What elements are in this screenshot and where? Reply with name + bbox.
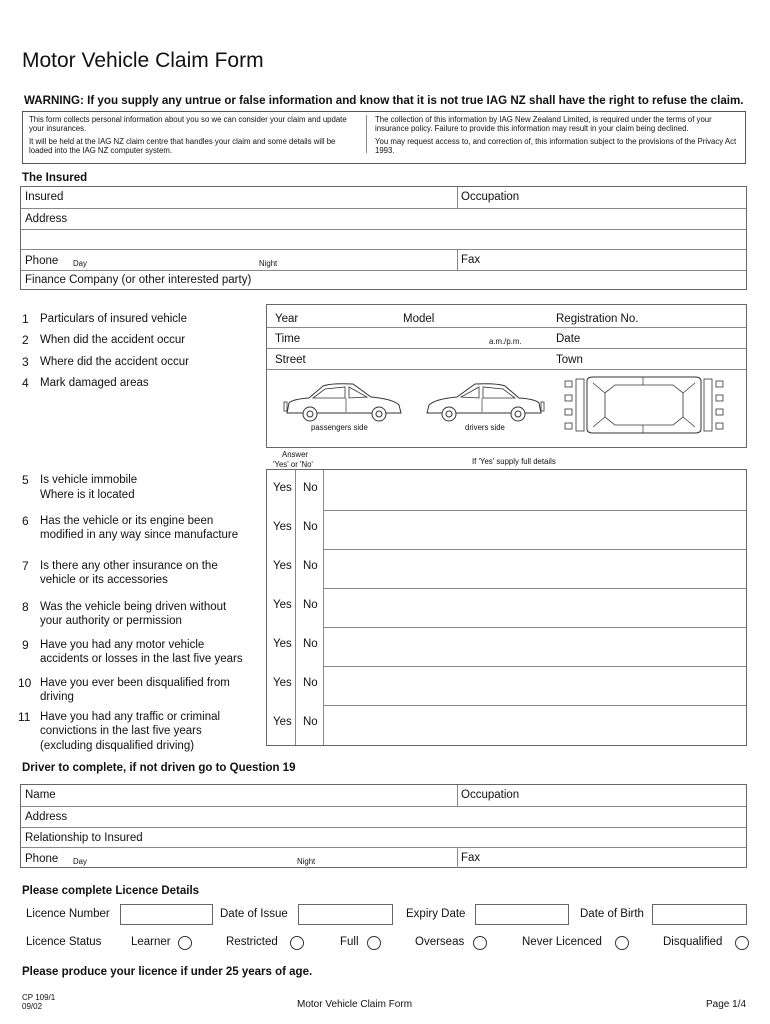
q9-yes[interactable]: Yes bbox=[273, 638, 292, 650]
q3-number: 3 bbox=[22, 355, 29, 369]
q5-line1: Is vehicle immobile bbox=[40, 474, 138, 486]
never-licenced-label: Never Licenced bbox=[522, 936, 602, 948]
q7-line2: vehicle or its accessories bbox=[40, 574, 168, 586]
form-date: 09/02 bbox=[22, 1002, 43, 1011]
disqualified-radio[interactable] bbox=[735, 936, 749, 950]
q8-line1: Was the vehicle being driven without bbox=[40, 601, 227, 613]
date-of-issue-label: Date of Issue bbox=[220, 908, 288, 920]
q6-yes[interactable]: Yes bbox=[273, 521, 292, 533]
time-label[interactable]: Time bbox=[275, 333, 301, 345]
model-label[interactable]: Model bbox=[403, 313, 435, 325]
q6-no[interactable]: No bbox=[303, 521, 318, 533]
q10-no[interactable]: No bbox=[303, 677, 318, 689]
q10-yes[interactable]: Yes bbox=[273, 677, 292, 689]
q1-number: 1 bbox=[22, 312, 29, 326]
full-radio[interactable] bbox=[367, 936, 381, 950]
insured-label[interactable]: Insured bbox=[25, 191, 64, 203]
q11-yes[interactable]: Yes bbox=[273, 716, 292, 728]
address-label[interactable]: Address bbox=[25, 213, 68, 225]
q1-text: Particulars of insured vehicle bbox=[40, 313, 188, 325]
date-label[interactable]: Date bbox=[556, 333, 581, 345]
licence-heading: Please complete Licence Details bbox=[22, 885, 200, 897]
privacy-right-2: You may request access to, and correction of, this information subject to the provisions of the Privacy Act 1993. bbox=[375, 137, 737, 155]
car-driver-side-icon[interactable] bbox=[423, 381, 545, 427]
q7-no[interactable]: No bbox=[303, 560, 318, 572]
q4-text: Mark damaged areas bbox=[40, 377, 149, 389]
driver-day-label: Day bbox=[73, 857, 87, 866]
disqualified-label: Disqualified bbox=[663, 936, 723, 948]
date-of-issue-input[interactable] bbox=[298, 904, 393, 925]
driver-heading: Driver to complete, if not driven go to Question 19 bbox=[22, 762, 296, 774]
q8-yes[interactable]: Yes bbox=[273, 599, 292, 611]
q11-line2: convictions in the last five years bbox=[40, 725, 202, 737]
q6-number: 6 bbox=[22, 514, 29, 528]
vehicle-particulars-box bbox=[266, 304, 747, 448]
q7-number: 7 bbox=[22, 559, 29, 573]
overseas-label: Overseas bbox=[415, 936, 465, 948]
page-title: Motor Vehicle Claim Form bbox=[22, 49, 264, 72]
passengers-side-label: passengers side bbox=[311, 423, 368, 432]
q7-line1: Is there any other insurance on the bbox=[40, 560, 218, 572]
form-code: CP 109/1 bbox=[22, 993, 56, 1002]
fax-label[interactable]: Fax bbox=[461, 254, 481, 266]
learner-radio[interactable] bbox=[178, 936, 192, 950]
phone-night-label: Night bbox=[259, 259, 278, 268]
privacy-left-2: It will be held at the IAG NZ claim centre that handles your claim and some details will be loaded into the IAG NZ computer system. bbox=[29, 137, 336, 155]
phone-day-label: Day bbox=[73, 259, 87, 268]
date-of-birth-label: Date of Birth bbox=[580, 908, 644, 920]
q8-number: 8 bbox=[22, 600, 29, 614]
drivers-side-label: drivers side bbox=[465, 423, 505, 432]
q6-line1: Has the vehicle or its engine been bbox=[40, 515, 214, 527]
q5-yes[interactable]: Yes bbox=[273, 482, 292, 494]
q11-number: 11 bbox=[18, 710, 31, 724]
driver-address-label[interactable]: Address bbox=[25, 811, 68, 823]
footer-title: Motor Vehicle Claim Form bbox=[297, 999, 413, 1010]
privacy-notice bbox=[22, 111, 746, 164]
licence-number-input[interactable] bbox=[120, 904, 213, 925]
q10-number: 10 bbox=[18, 676, 32, 690]
q9-no[interactable]: No bbox=[303, 638, 318, 650]
q9-line2: accidents or losses in the last five years bbox=[40, 653, 243, 665]
expiry-date-input[interactable] bbox=[475, 904, 569, 925]
q8-no[interactable]: No bbox=[303, 599, 318, 611]
q5-line2: Where is it located bbox=[40, 489, 135, 501]
details-header: If 'Yes' supply full details bbox=[472, 457, 556, 466]
car-passenger-side-icon[interactable] bbox=[283, 381, 405, 427]
year-label[interactable]: Year bbox=[275, 313, 299, 325]
q7-yes[interactable]: Yes bbox=[273, 560, 292, 572]
date-of-birth-input[interactable] bbox=[652, 904, 747, 925]
occupation-label[interactable]: Occupation bbox=[461, 191, 520, 203]
answers-table bbox=[266, 469, 747, 746]
town-label[interactable]: Town bbox=[556, 354, 583, 366]
q6-line2: modified in any way since manufacture bbox=[40, 529, 239, 541]
licence-status-label: Licence Status bbox=[26, 936, 102, 948]
driver-name-label[interactable]: Name bbox=[25, 789, 56, 801]
licence-note: Please produce your licence if under 25 years of age. bbox=[22, 966, 313, 978]
q9-number: 9 bbox=[22, 638, 29, 652]
street-label[interactable]: Street bbox=[275, 354, 306, 366]
q5-no[interactable]: No bbox=[303, 482, 318, 494]
q11-line3: (excluding disqualified driving) bbox=[40, 740, 195, 752]
overseas-radio[interactable] bbox=[473, 936, 487, 950]
driver-relationship-label[interactable]: Relationship to Insured bbox=[25, 832, 143, 844]
q10-line2: driving bbox=[40, 691, 74, 703]
q2-text: When did the accident occur bbox=[40, 334, 186, 346]
expiry-date-label: Expiry Date bbox=[406, 908, 466, 920]
restricted-radio[interactable] bbox=[290, 936, 304, 950]
q11-no[interactable]: No bbox=[303, 716, 318, 728]
driver-phone-label[interactable]: Phone bbox=[25, 853, 59, 865]
q5-number: 5 bbox=[22, 473, 29, 487]
learner-label: Learner bbox=[131, 936, 171, 948]
phone-label[interactable]: Phone bbox=[25, 255, 59, 267]
insured-section bbox=[20, 186, 747, 290]
page-number: Page 1/4 bbox=[706, 999, 747, 1010]
driver-fax-label[interactable]: Fax bbox=[461, 852, 481, 864]
insured-heading: The Insured bbox=[22, 172, 88, 184]
ampm-label: a.m./p.m. bbox=[489, 337, 522, 346]
warning-text: WARNING: If you supply any untrue or false information and know that it is not true IAG NZ shall have the right to refuse the claim. bbox=[24, 94, 744, 107]
q11-line1: Have you had any traffic or criminal bbox=[40, 711, 221, 723]
driver-section bbox=[20, 784, 747, 868]
driver-occupation-label[interactable]: Occupation bbox=[461, 789, 520, 801]
never-licenced-radio[interactable] bbox=[615, 936, 629, 950]
q9-line1: Have you had any motor vehicle bbox=[40, 639, 205, 651]
q2-number: 2 bbox=[22, 333, 29, 347]
finance-label[interactable]: Finance Company (or other interested party) bbox=[25, 274, 252, 286]
driver-night-label: Night bbox=[297, 857, 316, 866]
registration-label[interactable]: Registration No. bbox=[556, 313, 639, 325]
restricted-label: Restricted bbox=[226, 936, 278, 948]
privacy-right-1: The collection of this information by IAG New Zealand Limited, is required under the terms of your insurance policy. Failure to provide this information may result in your claim being declined. bbox=[375, 115, 712, 133]
q3-text: Where did the accident occur bbox=[40, 356, 189, 368]
q10-line1: Have you ever been disqualified from bbox=[40, 677, 230, 689]
q4-number: 4 bbox=[22, 376, 29, 390]
licence-number-label: Licence Number bbox=[26, 908, 110, 920]
privacy-left-1: This form collects personal information about you so we can consider your claim and update your insurances. bbox=[29, 115, 347, 133]
answer-header-1: Answer bbox=[282, 450, 308, 459]
q8-line2: your authority or permission bbox=[40, 615, 182, 627]
car-top-view-icon[interactable] bbox=[563, 373, 725, 437]
answer-header-2: 'Yes' or 'No' bbox=[273, 460, 313, 469]
full-label: Full bbox=[340, 936, 359, 948]
